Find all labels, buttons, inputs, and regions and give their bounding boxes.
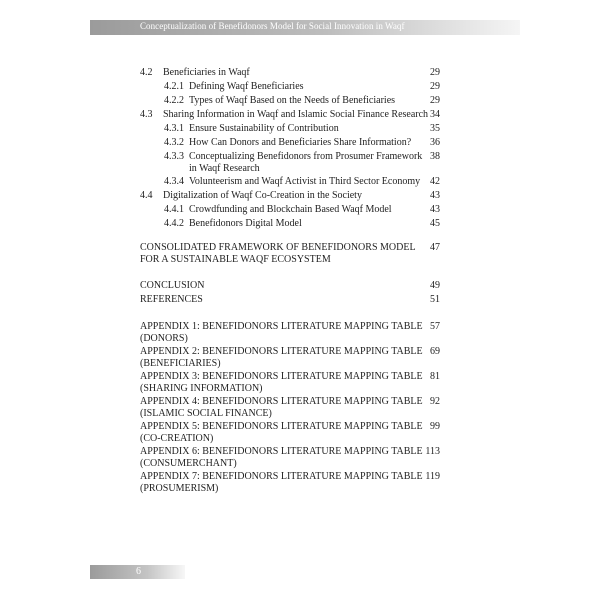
toc-entry-title: Benefidonors Digital Model [189,218,302,229]
toc-entry-title: APPENDIX 1: BENEFIDONORS LITERATURE MAPPING TABLE [140,321,423,332]
toc-entry-number: 4.3.2 [164,137,184,148]
toc-entry-number: 4.4 [140,190,153,201]
toc-entry-title-continued: FOR A SUSTAINABLE WAQF ECOSYSTEM [140,254,331,265]
toc-entry-number: 4.4.1 [164,204,184,215]
toc-entry-4-3-3[interactable] [140,151,440,177]
page-number: 6 [136,566,141,577]
toc-entry-page: 29 [430,95,440,106]
toc-entry-title: Crowdfunding and Blockchain Based Waqf Model [189,204,392,215]
toc-entry-page: 57 [430,321,440,332]
toc-entry-title-continued: (CONSUMERCHANT) [140,458,237,469]
toc-entry-page: 29 [430,81,440,92]
toc-entry-page: 34 [430,109,440,120]
toc-entry-page: 45 [430,218,440,229]
toc-entry-title: Sharing Information in Waqf and Islamic Social Finance Research [163,109,429,120]
toc-entry-page: 69 [430,346,440,357]
toc-entry-page: 49 [430,280,440,291]
toc-entry-appendix-1[interactable] [140,321,440,345]
toc-entry-title-continued: (BENEFICIARIES) [140,358,221,369]
toc-entry-title: Beneficiaries in Waqf [163,67,250,78]
toc-entry-title-continued: (ISLAMIC SOCIAL FINANCE) [140,408,272,419]
toc-entry-title: Defining Waqf Beneficiaries [189,81,304,92]
toc-entry-page: 51 [430,294,440,305]
toc-entry-page: 43 [430,190,440,201]
toc-entry-appendix-7[interactable] [140,471,440,495]
toc-entry-number: 4.2 [140,67,153,78]
toc-entry-title: Volunteerism and Waqf Activist in Third Sector Economy [189,176,421,187]
toc-entry-page: 36 [430,137,440,148]
toc-entry-number: 4.3.4 [164,176,184,187]
toc-entry-title: Conceptualizing Benefidonors from Prosumer Framework [189,151,423,162]
toc-entry-appendix-2[interactable] [140,346,440,370]
toc-entry-page: 47 [430,242,440,253]
toc-entry-page: 92 [430,396,440,407]
toc-entry-number: 4.3.3 [164,151,184,162]
toc-entry-page: 38 [430,151,440,162]
toc-entry-title: Ensure Sustainability of Contribution [189,123,339,134]
toc-entry-framework[interactable] [140,242,440,268]
toc-entry-page: 43 [430,204,440,215]
toc-entry-title-continued: (DONORS) [140,333,188,344]
toc-entry-appendix-3[interactable] [140,371,440,395]
toc-entry-title: REFERENCES [140,294,203,305]
toc-entry-title: APPENDIX 4: BENEFIDONORS LITERATURE MAPPING TABLE [140,396,423,407]
toc-entry-title: Digitalization of Waqf Co-Creation in the Society [163,190,362,201]
toc-entry-title: APPENDIX 5: BENEFIDONORS LITERATURE MAPPING TABLE [140,421,423,432]
toc-entry-page: 81 [430,371,440,382]
toc-entry-title: APPENDIX 2: BENEFIDONORS LITERATURE MAPPING TABLE [140,346,423,357]
toc-entry-page: 42 [430,176,440,187]
toc-entry-number: 4.4.2 [164,218,184,229]
toc-entry-number: 4.3 [140,109,153,120]
running-header-title: Conceptualization of Benefidonors Model for Social Innovation in Waqf [140,21,405,31]
toc-entry-appendix-5[interactable] [140,421,440,445]
toc-entry-title-continued: in Waqf Research [189,163,260,174]
toc-entry-title: APPENDIX 7: BENEFIDONORS LITERATURE MAPPING TABLE [140,471,423,482]
toc-entry-title: APPENDIX 3: BENEFIDONORS LITERATURE MAPPING TABLE [140,371,423,382]
toc-entry-title: How Can Donors and Beneficiaries Share Information? [189,137,412,148]
toc-entry-page: 113 [425,446,440,457]
toc-entry-title: CONCLUSION [140,280,205,291]
toc-entry-page: 119 [425,471,440,482]
toc-entry-page: 29 [430,67,440,78]
toc-entry-number: 4.2.1 [164,81,184,92]
toc-entry-appendix-4[interactable] [140,396,440,420]
toc-entry-page: 99 [430,421,440,432]
toc-entry-number: 4.3.1 [164,123,184,134]
toc-entry-title: APPENDIX 6: BENEFIDONORS LITERATURE MAPPING TABLE [140,446,423,457]
toc-entry-title-continued: (SHARING INFORMATION) [140,383,263,394]
toc-entry-title: Types of Waqf Based on the Needs of Beneficiaries [189,95,396,106]
toc-entry-title-continued: (PROSUMERISM) [140,483,219,494]
toc-entry-page: 35 [430,123,440,134]
toc-entry-appendix-6[interactable] [140,446,440,470]
toc-entry-title-continued: (CO-CREATION) [140,433,214,444]
toc-entry-title: CONSOLIDATED FRAMEWORK OF BENEFIDONORS MODEL [140,242,416,253]
toc-entry-number: 4.2.2 [164,95,184,106]
